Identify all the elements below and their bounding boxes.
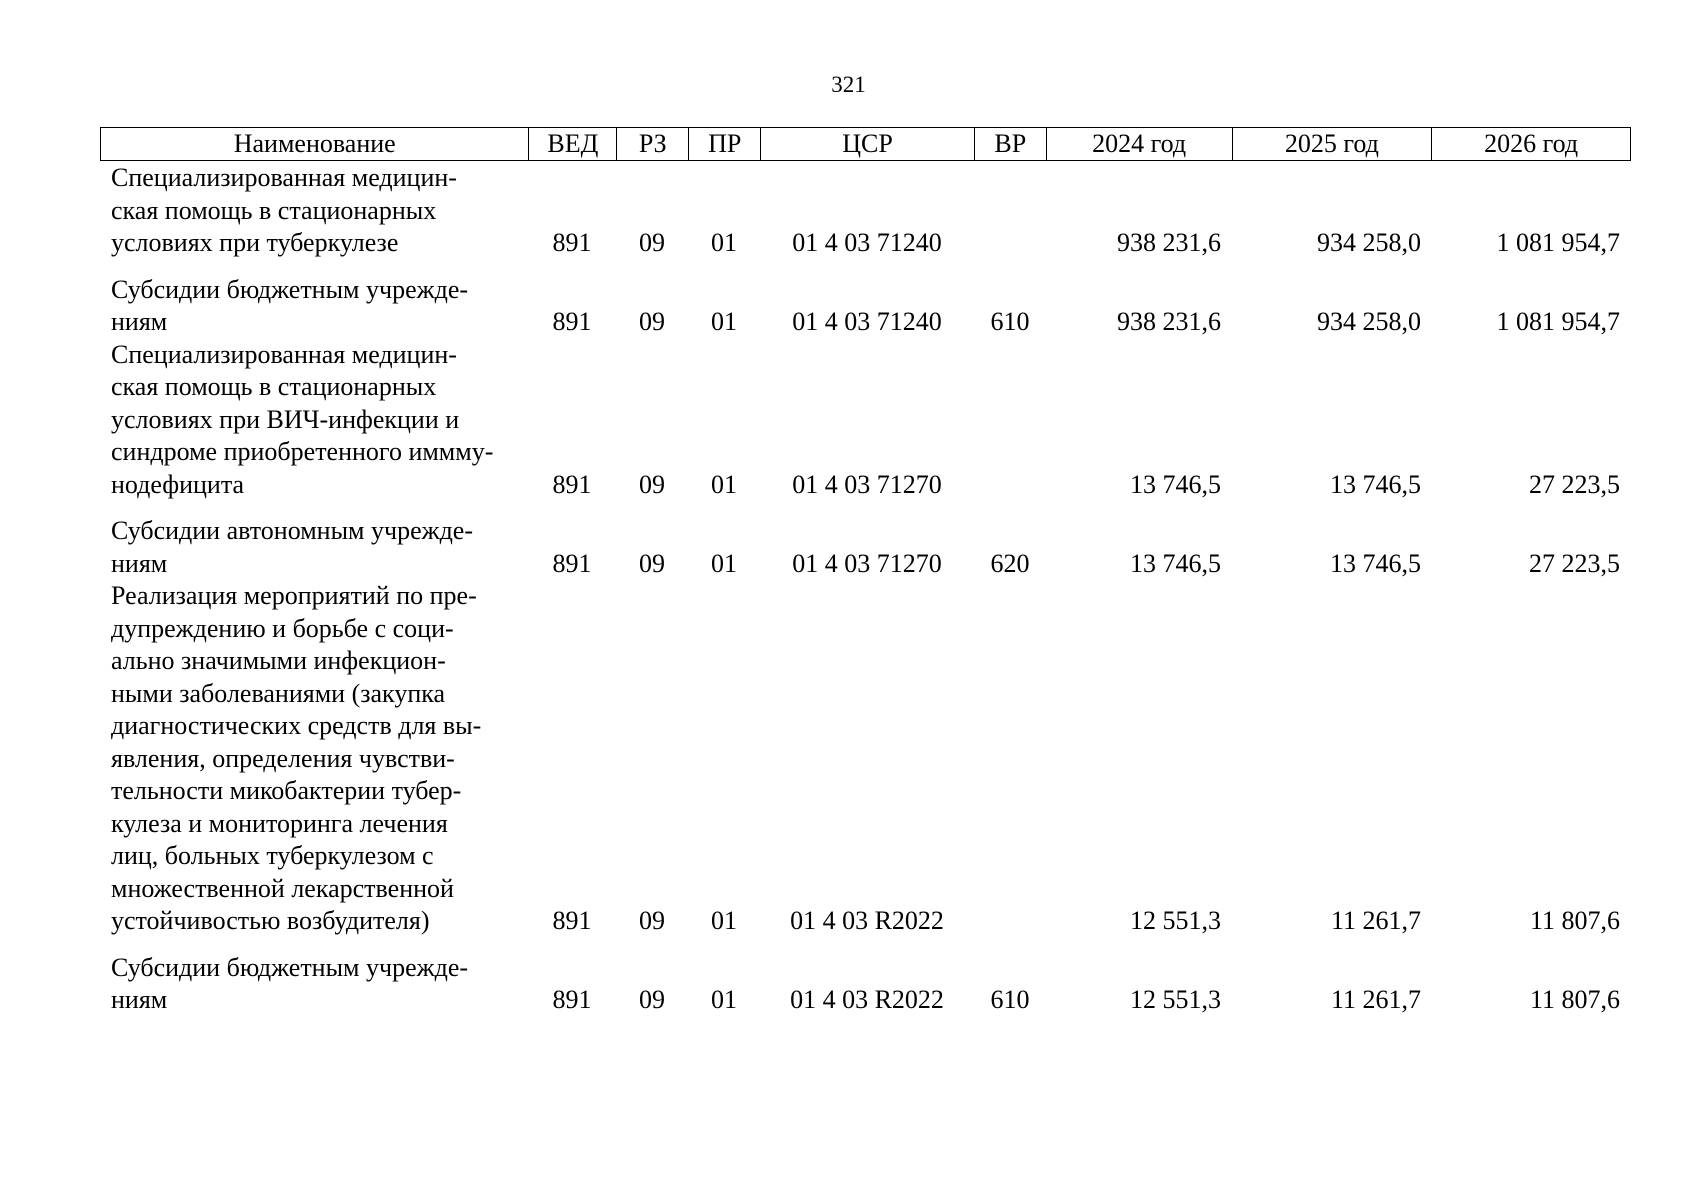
row-vr: 610 — [990, 985, 1030, 1014]
table-row — [100, 952, 1631, 1017]
row-name: Специализированная медицин- ская помощь в стационарных условиях при туберкулезе — [111, 163, 457, 257]
row-ved: 891 — [552, 307, 592, 336]
table-row — [100, 162, 1631, 260]
header-csr: ЦСР — [760, 128, 974, 160]
row-name: Субсидии бюджетным учрежде- ниям — [111, 274, 469, 336]
row-rz: 09 — [639, 228, 665, 257]
header-pr: ПР — [688, 128, 760, 160]
row-name: Специализированная медицин- ская помощь в стационарных условиях при ВИЧ-инфекции и синдроме приобретенного иммму- нодефицита — [111, 339, 494, 499]
row-rz: 09 — [639, 906, 665, 935]
row-2024: 13 746,5 — [1130, 469, 1221, 499]
row-2024: 12 551,3 — [1130, 985, 1221, 1014]
row-2026: 1 081 954,7 — [1496, 228, 1620, 257]
row-2024: 938 231,6 — [1117, 307, 1221, 336]
header-rz: РЗ — [616, 128, 688, 160]
table-header — [100, 127, 1631, 161]
header-ved: ВЕД — [528, 128, 616, 160]
row-rz: 09 — [639, 548, 665, 578]
row-csr: 01 4 03 71240 — [792, 228, 942, 257]
row-2025: 11 261,7 — [1330, 906, 1421, 935]
row-2026: 11 807,6 — [1529, 985, 1620, 1014]
row-name: Субсидии автономным учрежде- ниям — [111, 516, 473, 578]
row-name: Реализация мероприятий по пре- дупреждению и борьбе с соци- ально значимыми инфекцион- ными заболеваниями (закупка диагностических средств для вы- явления, определения чувстви- тельности микобактерии тубер- кулеза и мониторинга лечения лиц, больных туберкулезом с множественной лекарственной устойчивостью возбудителя) — [111, 581, 482, 935]
row-ved: 891 — [552, 548, 592, 578]
row-vr: 610 — [990, 307, 1030, 336]
row-name: Субсидии бюджетным учрежде- ниям — [111, 952, 469, 1014]
row-2026: 27 223,5 — [1529, 548, 1620, 578]
row-ved: 891 — [552, 228, 592, 257]
table-row — [100, 515, 1631, 580]
header-vr: ВР — [974, 128, 1046, 160]
row-rz: 09 — [639, 985, 665, 1014]
row-ved: 891 — [552, 985, 592, 1014]
row-2024: 12 551,3 — [1130, 906, 1221, 935]
row-pr: 01 — [711, 906, 737, 935]
header-name: Наименование — [233, 129, 396, 158]
table-row — [100, 580, 1631, 938]
row-csr: 01 4 03 71270 — [792, 548, 942, 578]
row-2026: 27 223,5 — [1529, 469, 1620, 499]
row-pr: 01 — [711, 985, 737, 1014]
row-ved: 891 — [552, 469, 592, 499]
table-row — [100, 274, 1631, 339]
row-ved: 891 — [552, 906, 592, 935]
row-csr: 01 4 03 R2022 — [790, 906, 944, 935]
header-2024: 2024 год — [1046, 128, 1232, 160]
row-2026: 1 081 954,7 — [1496, 307, 1620, 336]
row-2025: 11 261,7 — [1330, 985, 1421, 1014]
row-2026: 11 807,6 — [1529, 906, 1620, 935]
header-2026: 2026 год — [1431, 128, 1630, 160]
row-rz: 09 — [639, 307, 665, 336]
row-2025: 934 258,0 — [1317, 228, 1421, 257]
row-2024: 13 746,5 — [1130, 548, 1221, 578]
row-2024: 938 231,6 — [1117, 228, 1221, 257]
row-2025: 13 746,5 — [1330, 469, 1421, 499]
row-2025: 934 258,0 — [1317, 307, 1421, 336]
table-body — [100, 162, 1631, 1017]
row-csr: 01 4 03 R2022 — [790, 985, 944, 1014]
row-pr: 01 — [711, 548, 737, 578]
table-row — [100, 339, 1631, 502]
page-number: 321 — [831, 72, 866, 97]
row-vr: 620 — [990, 548, 1030, 578]
row-csr: 01 4 03 71270 — [792, 469, 942, 499]
row-pr: 01 — [711, 307, 737, 336]
row-pr: 01 — [711, 469, 737, 499]
row-2025: 13 746,5 — [1330, 548, 1421, 578]
header-2025: 2025 год — [1232, 128, 1432, 160]
row-rz: 09 — [639, 469, 665, 499]
row-csr: 01 4 03 71240 — [792, 307, 942, 336]
row-pr: 01 — [711, 228, 737, 257]
